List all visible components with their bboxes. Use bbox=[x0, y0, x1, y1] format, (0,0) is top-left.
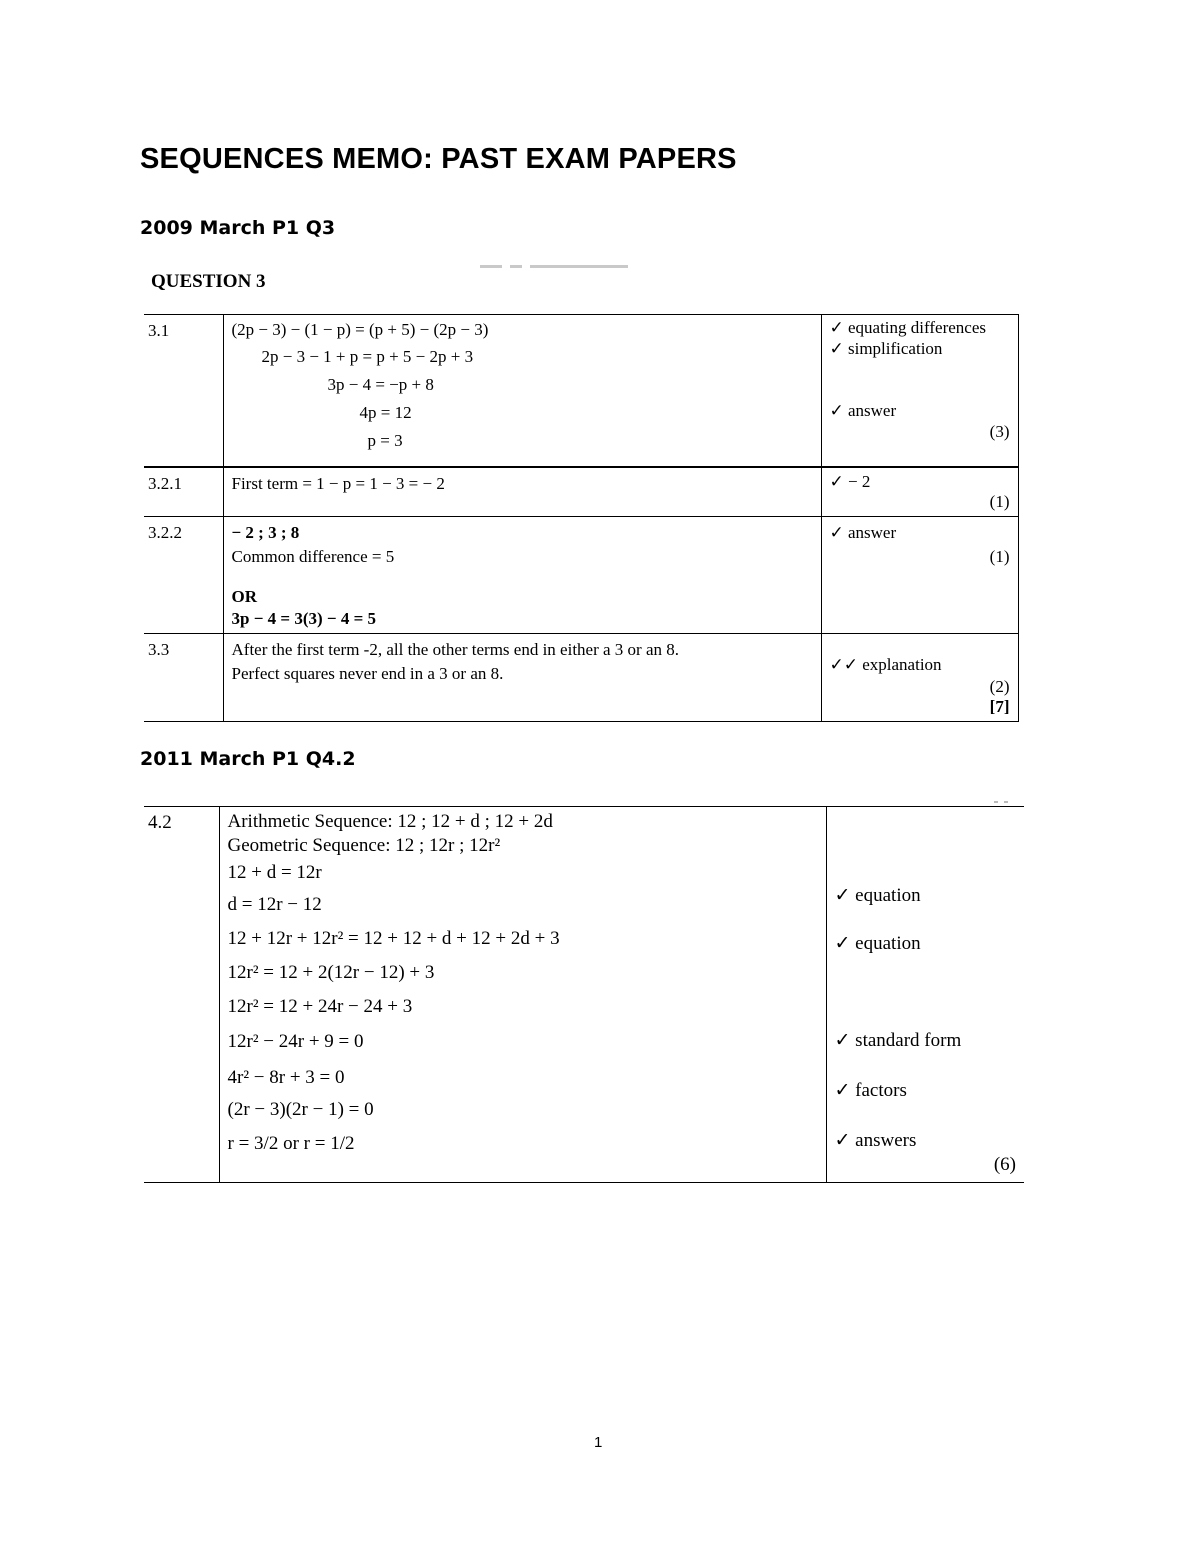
question-number: 4.2 bbox=[144, 807, 219, 1183]
table-row bbox=[144, 467, 1018, 517]
working-line: 12r² = 12 + 24r − 24 + 3 bbox=[227, 996, 413, 1017]
mark-criterion: ✓ equation bbox=[834, 933, 921, 954]
mark-criterion: ✓ standard form bbox=[834, 1030, 962, 1051]
mark-criterion: ✓✓ explanation bbox=[829, 654, 942, 674]
table-row bbox=[144, 516, 1018, 633]
working-cell bbox=[223, 467, 821, 517]
marks-cell bbox=[821, 516, 1018, 633]
working-line: − 2 ; 3 ; 8 bbox=[231, 522, 300, 542]
question-number: 3.1 bbox=[144, 315, 223, 467]
mark-criterion: ✓ equating differences bbox=[829, 318, 986, 337]
mark-criterion: ✓ answer bbox=[829, 522, 897, 542]
working-line: 12 + 12r + 12r² = 12 + 12 + d + 12 + 2d + 3 bbox=[227, 928, 560, 949]
working-cell bbox=[219, 807, 826, 1183]
section-heading-2011: 2011 March P1 Q4.2 bbox=[140, 748, 356, 770]
mark-criterion: ✓ factors bbox=[834, 1080, 907, 1101]
working-line: 12r² − 24r + 9 = 0 bbox=[227, 1031, 364, 1052]
scan-artifact bbox=[480, 265, 630, 270]
mark-total: (1) bbox=[989, 546, 1010, 566]
section-heading-2009: 2009 March P1 Q3 bbox=[140, 217, 336, 239]
mark-total: (3) bbox=[989, 422, 1010, 441]
mark-total: (1) bbox=[989, 491, 1010, 511]
working-line: Geometric Sequence: 12 ; 12r ; 12r² bbox=[227, 835, 501, 856]
scan-artifact bbox=[992, 801, 1022, 804]
working-cell bbox=[223, 633, 821, 721]
working-line: 3p − 4 = −p + 8 bbox=[327, 375, 434, 394]
marks-cell bbox=[821, 315, 1018, 467]
working-cell bbox=[223, 516, 821, 633]
working-line: After the first term -2, all the other terms end in either a 3 or an 8. bbox=[231, 639, 680, 659]
page-number: 1 bbox=[594, 1434, 603, 1451]
table-row bbox=[144, 633, 1018, 721]
grand-total: [7] bbox=[989, 696, 1010, 716]
marks-cell bbox=[826, 807, 1024, 1183]
working-line: 12 + d = 12r bbox=[227, 862, 322, 883]
document-title: SEQUENCES MEMO: PAST EXAM PAPERS bbox=[140, 143, 737, 175]
working-line: d = 12r − 12 bbox=[227, 894, 322, 915]
working-line: 2p − 3 − 1 + p = p + 5 − 2p + 3 bbox=[261, 347, 474, 366]
working-cell bbox=[223, 315, 821, 467]
working-line: Arithmetic Sequence: 12 ; 12 + d ; 12 + 2d bbox=[227, 811, 553, 832]
working-line: 4p = 12 bbox=[359, 403, 412, 422]
question-number: 3.2.1 bbox=[144, 467, 223, 517]
memo-table-q4-2 bbox=[144, 806, 1024, 1183]
working-line: r = 3/2 or r = 1/2 bbox=[227, 1133, 355, 1154]
working-line: Common difference = 5 bbox=[231, 546, 395, 566]
working-line: First term = 1 − p = 1 − 3 = − 2 bbox=[231, 473, 445, 493]
working-line: (2p − 3) − (1 − p) = (p + 5) − (2p − 3) bbox=[231, 320, 489, 339]
working-line: (2r − 3)(2r − 1) = 0 bbox=[227, 1099, 374, 1120]
question-label: QUESTION 3 bbox=[151, 271, 266, 292]
working-line: p = 3 bbox=[367, 431, 403, 450]
working-line: 3p − 4 = 3(3) − 4 = 5 bbox=[231, 608, 377, 628]
working-line: Perfect squares never end in a 3 or an 8. bbox=[231, 663, 504, 683]
table-row bbox=[144, 807, 1024, 1183]
question-number: 3.2.2 bbox=[144, 516, 223, 633]
mark-total: (2) bbox=[989, 676, 1010, 696]
mark-criterion: ✓ answer bbox=[829, 401, 897, 420]
question-number: 3.3 bbox=[144, 633, 223, 721]
working-line: OR bbox=[231, 586, 257, 606]
marks-cell bbox=[821, 633, 1018, 721]
working-line: 4r² − 8r + 3 = 0 bbox=[227, 1067, 345, 1088]
working-line: 12r² = 12 + 2(12r − 12) + 3 bbox=[227, 962, 435, 983]
mark-total: (6) bbox=[993, 1154, 1016, 1175]
mark-criterion: ✓ simplification bbox=[829, 339, 943, 358]
mark-criterion: ✓ equation bbox=[834, 885, 921, 906]
marks-cell bbox=[821, 467, 1018, 517]
mark-criterion: ✓ − 2 bbox=[829, 471, 871, 491]
table-row bbox=[144, 315, 1018, 467]
memo-table-q3 bbox=[144, 314, 1019, 722]
mark-criterion: ✓ answers bbox=[834, 1130, 917, 1151]
